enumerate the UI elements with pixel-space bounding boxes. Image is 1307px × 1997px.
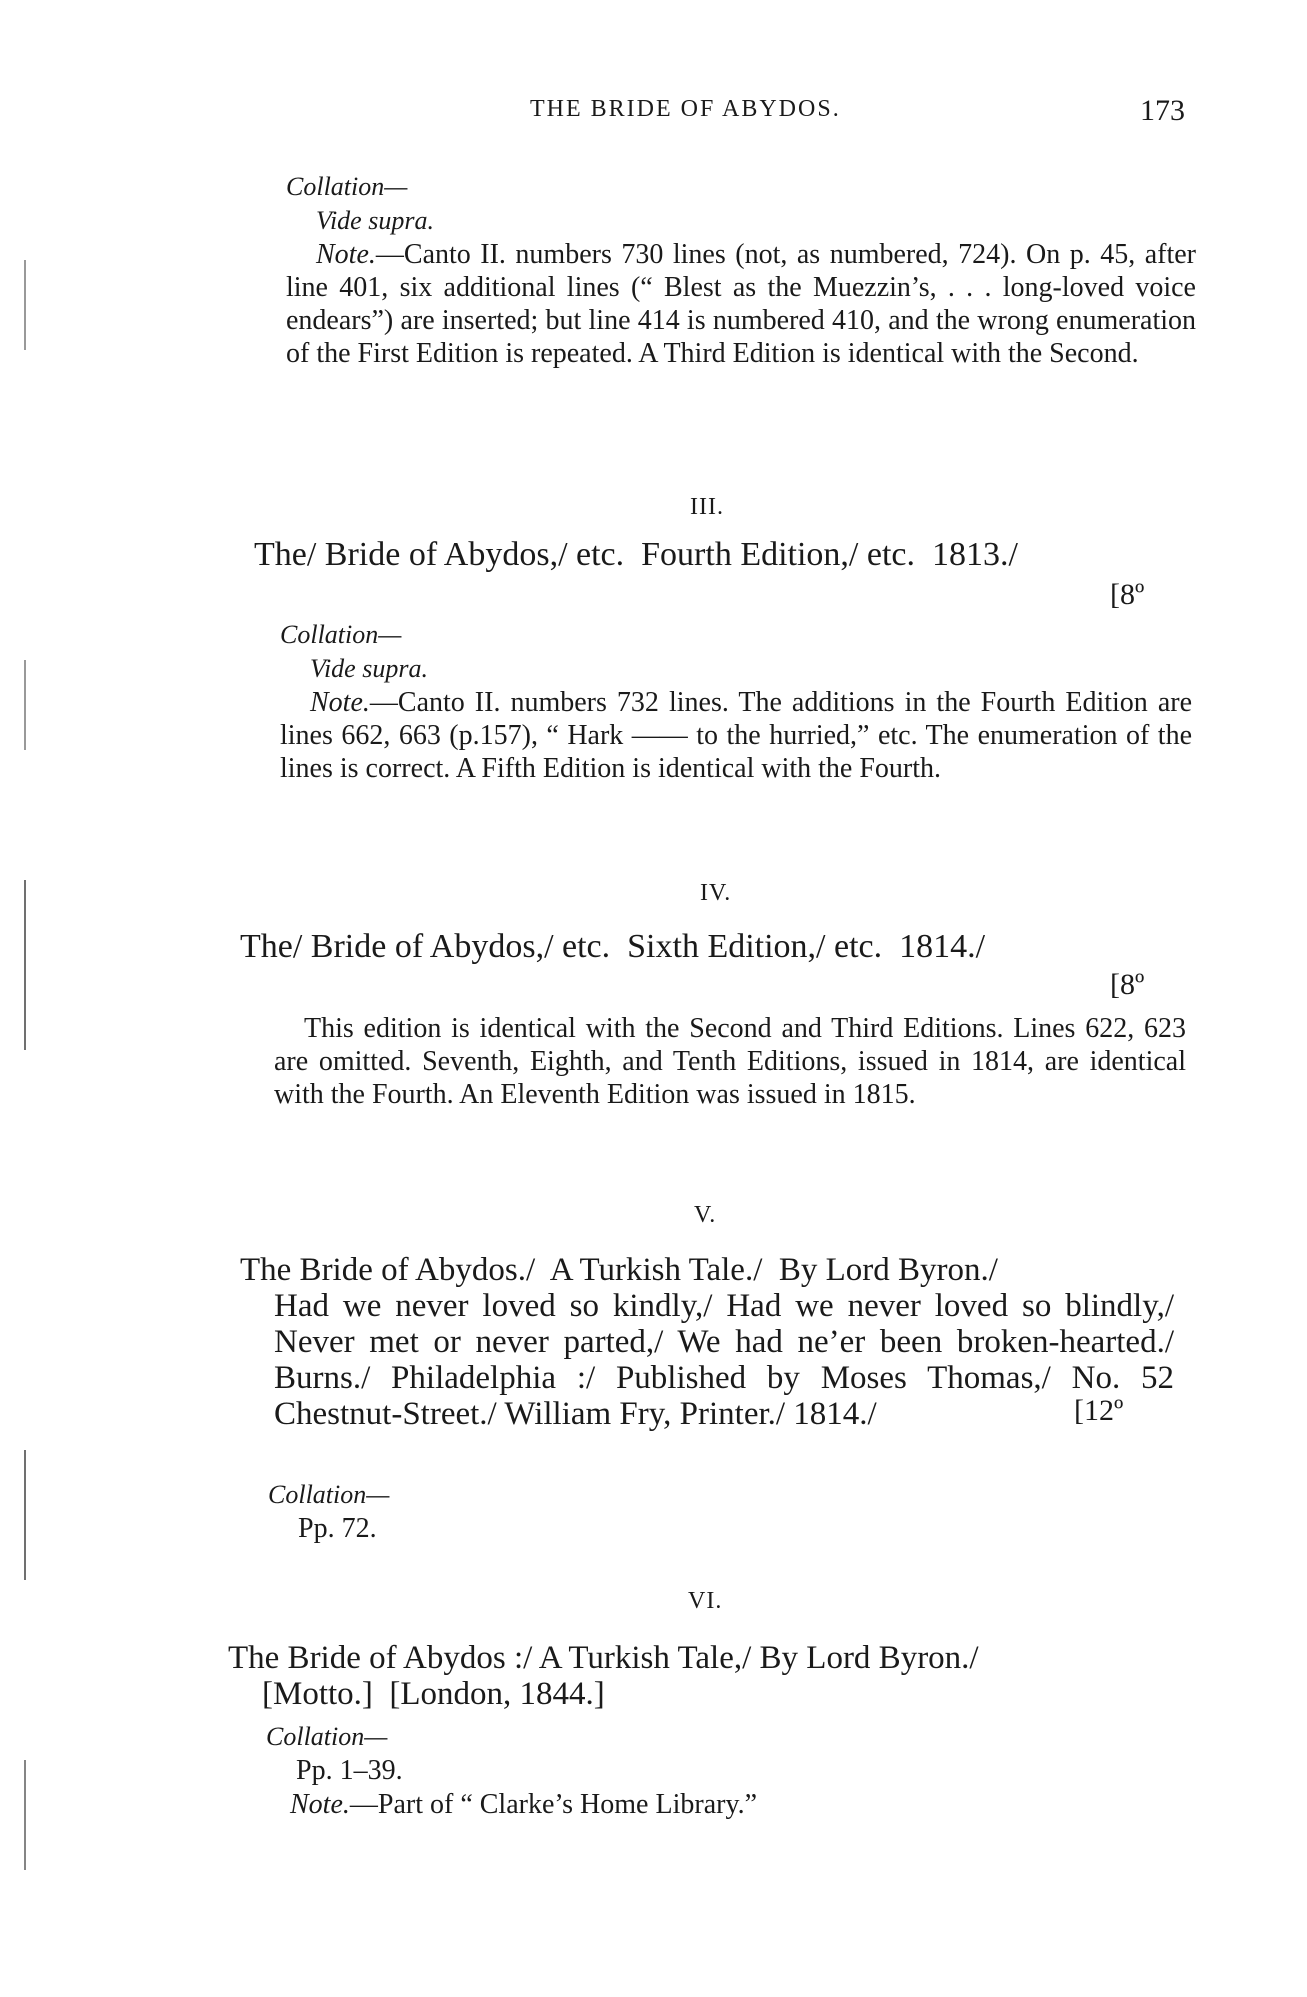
collation-block-vi [266, 1720, 1166, 1821]
entry-title-iii: The/ Bride of Abydos,/ etc. Fourth Edition,/ etc. 1813./ [254, 536, 1018, 573]
margin-scan-mark [24, 1760, 26, 1870]
collation-block-iii [280, 618, 1192, 785]
edition-note-iv [274, 1012, 1186, 1111]
section-numeral-v: V. [694, 1202, 717, 1228]
collation-block-v [268, 1478, 968, 1546]
note-label: Note. [290, 1789, 350, 1820]
edition-text: This edition is identical with the Second and Third Editions. Lines 622, 623 are omitted. Seventh, Eighth, and Tenth Editions, issued in 1814, are identical with the Fourth. An Eleventh Edition was issued in 1815. [274, 1013, 1186, 1110]
note-paragraph [266, 1788, 1166, 1821]
edition-paragraph [274, 1012, 1186, 1111]
section-numeral-iii: III. [690, 494, 724, 520]
section-numeral-vi: VI. [688, 1588, 723, 1614]
margin-scan-mark [24, 660, 26, 750]
note-paragraph [286, 238, 1196, 370]
note-text: —Part of “ Clarke’s Home Library.” [349, 1789, 758, 1820]
page-count: Pp. 72. [298, 1513, 377, 1544]
collation-label: Collation— [266, 1722, 388, 1751]
format-size-v: [12º [1074, 1394, 1124, 1427]
running-head [0, 96, 1307, 136]
entry-title-iv: The/ Bride of Abydos,/ etc. Sixth Edition,/ etc. 1814./ [240, 928, 986, 965]
format-size-iv: [8º [1110, 968, 1145, 1001]
collation-label: Collation— [280, 620, 402, 649]
vide-supra: Vide supra. [310, 654, 428, 683]
margin-scan-mark [24, 880, 26, 1050]
entry-title-vi [228, 1640, 1182, 1712]
entry-title-first-line: The Bride of Abydos./ A Turkish Tale./ By Lord Byron./ [240, 1252, 998, 1288]
entry-title-v [240, 1252, 1174, 1432]
note-text: —Canto II. numbers 732 lines. The additions in the Fourth Edition are lines 662, 663 (p.157), “ Hark —— to the hurried,” etc. The enumeration of the lines is correct. A Fifth Edition is identical with the Fourth. [280, 687, 1192, 784]
entry-title-rest: [Motto.] [London, 1844.] [262, 1676, 605, 1712]
note-label: Note. [310, 687, 370, 718]
entry-title-rest: Had we never loved so kindly,/ Had we never loved so blindly,/ Never met or never parted,/ We had ne’er been broken-hearted./ Burns./ Philadelphia :/ Published by Moses Thomas,/ No. 52 Chestnut-Street./ William Fry, Printer./ 1814./ [274, 1288, 1174, 1432]
note-text: —Canto II. numbers 730 lines (not, as numbered, 724). On p. 45, after line 401, six additional lines (“ Blest as the Muezzin’s, . . . long-loved voice endears”) are inserted; but line 414 is numbered 410, and the wrong enumeration of the First Edition is repeated. A Third Edition is identical with the Second. [286, 239, 1196, 369]
margin-scan-mark [24, 260, 26, 350]
page-count: Pp. 1–39. [296, 1755, 403, 1786]
page-number: 173 [1140, 94, 1185, 127]
collation-block-top [286, 170, 1196, 370]
note-paragraph [280, 686, 1192, 785]
collation-label: Collation— [286, 172, 408, 201]
note-label: Note. [316, 239, 376, 270]
entry-title-first-line: The Bride of Abydos :/ A Turkish Tale,/ By Lord Byron./ [228, 1640, 979, 1676]
section-numeral-iv: IV. [700, 880, 732, 906]
vide-supra: Vide supra. [316, 206, 434, 235]
margin-scan-mark [24, 1450, 26, 1580]
format-size-iii: [8º [1110, 578, 1145, 611]
collation-label: Collation— [268, 1480, 390, 1509]
running-head-title: THE BRIDE OF ABYDOS. [530, 96, 841, 122]
